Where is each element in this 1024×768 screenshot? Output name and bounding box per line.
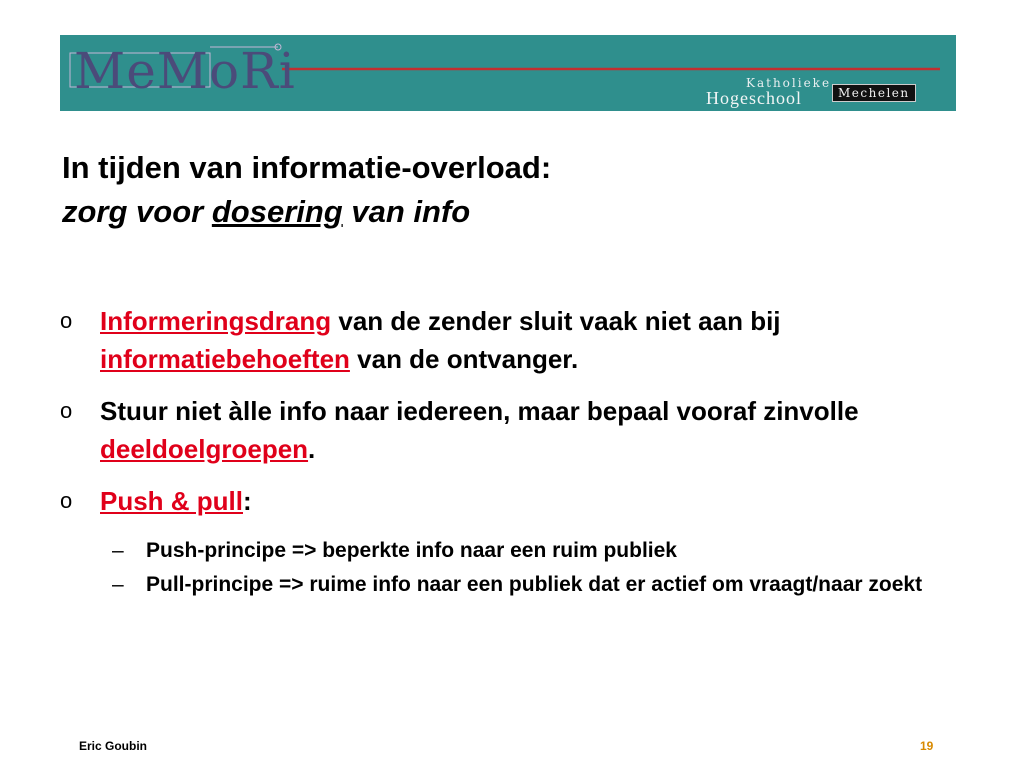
- slide-title: [62, 146, 962, 234]
- school-name-small: Katholieke: [746, 76, 832, 90]
- title-emphasis: dosering: [211, 194, 343, 229]
- bullet-list: [60, 302, 970, 602]
- school-city: Mechelen: [832, 84, 916, 102]
- sub-item: – Push-principe => beperkte info naar een ruim publiek: [60, 534, 970, 568]
- school-name-large: Hogeschool: [706, 88, 802, 108]
- highlight-term: Push & pull: [100, 486, 243, 516]
- bullet-item: o Push & pull:: [60, 482, 970, 520]
- sub-marker: –: [112, 573, 124, 596]
- footer-author: Eric Goubin: [79, 739, 148, 753]
- highlight-term: informatiebehoeften: [100, 344, 350, 374]
- bullet-item: o Informeringsdrang van de zender sluit vaak niet aan bij informatiebehoeften van de ontvanger.: [60, 302, 970, 378]
- bullet-item: o Stuur niet àlle info naar iedereen, maar bepaal vooraf zinvolle deeldoelgroepen.: [60, 392, 970, 468]
- bullet-marker: o: [60, 488, 73, 513]
- bullet-marker: o: [60, 398, 73, 423]
- sub-marker: –: [112, 539, 124, 562]
- highlight-term: deeldoelgroepen: [100, 434, 309, 464]
- school-logo: [706, 78, 936, 106]
- logo-text: MeMoRi: [74, 42, 296, 100]
- title-line-1: In tijden van informatie-overload:: [62, 150, 552, 185]
- memori-logo: [74, 39, 296, 103]
- header-banner: [60, 35, 956, 111]
- bullet-marker: o: [60, 308, 73, 333]
- sub-item: – Pull-principe => ruime info naar een publiek dat er actief om vraagt/naar zoekt: [60, 568, 970, 602]
- highlight-term: Informeringsdrang: [100, 306, 332, 336]
- page-number: 19: [920, 739, 934, 753]
- title-line-2: zorg voor dosering van info: [62, 194, 471, 229]
